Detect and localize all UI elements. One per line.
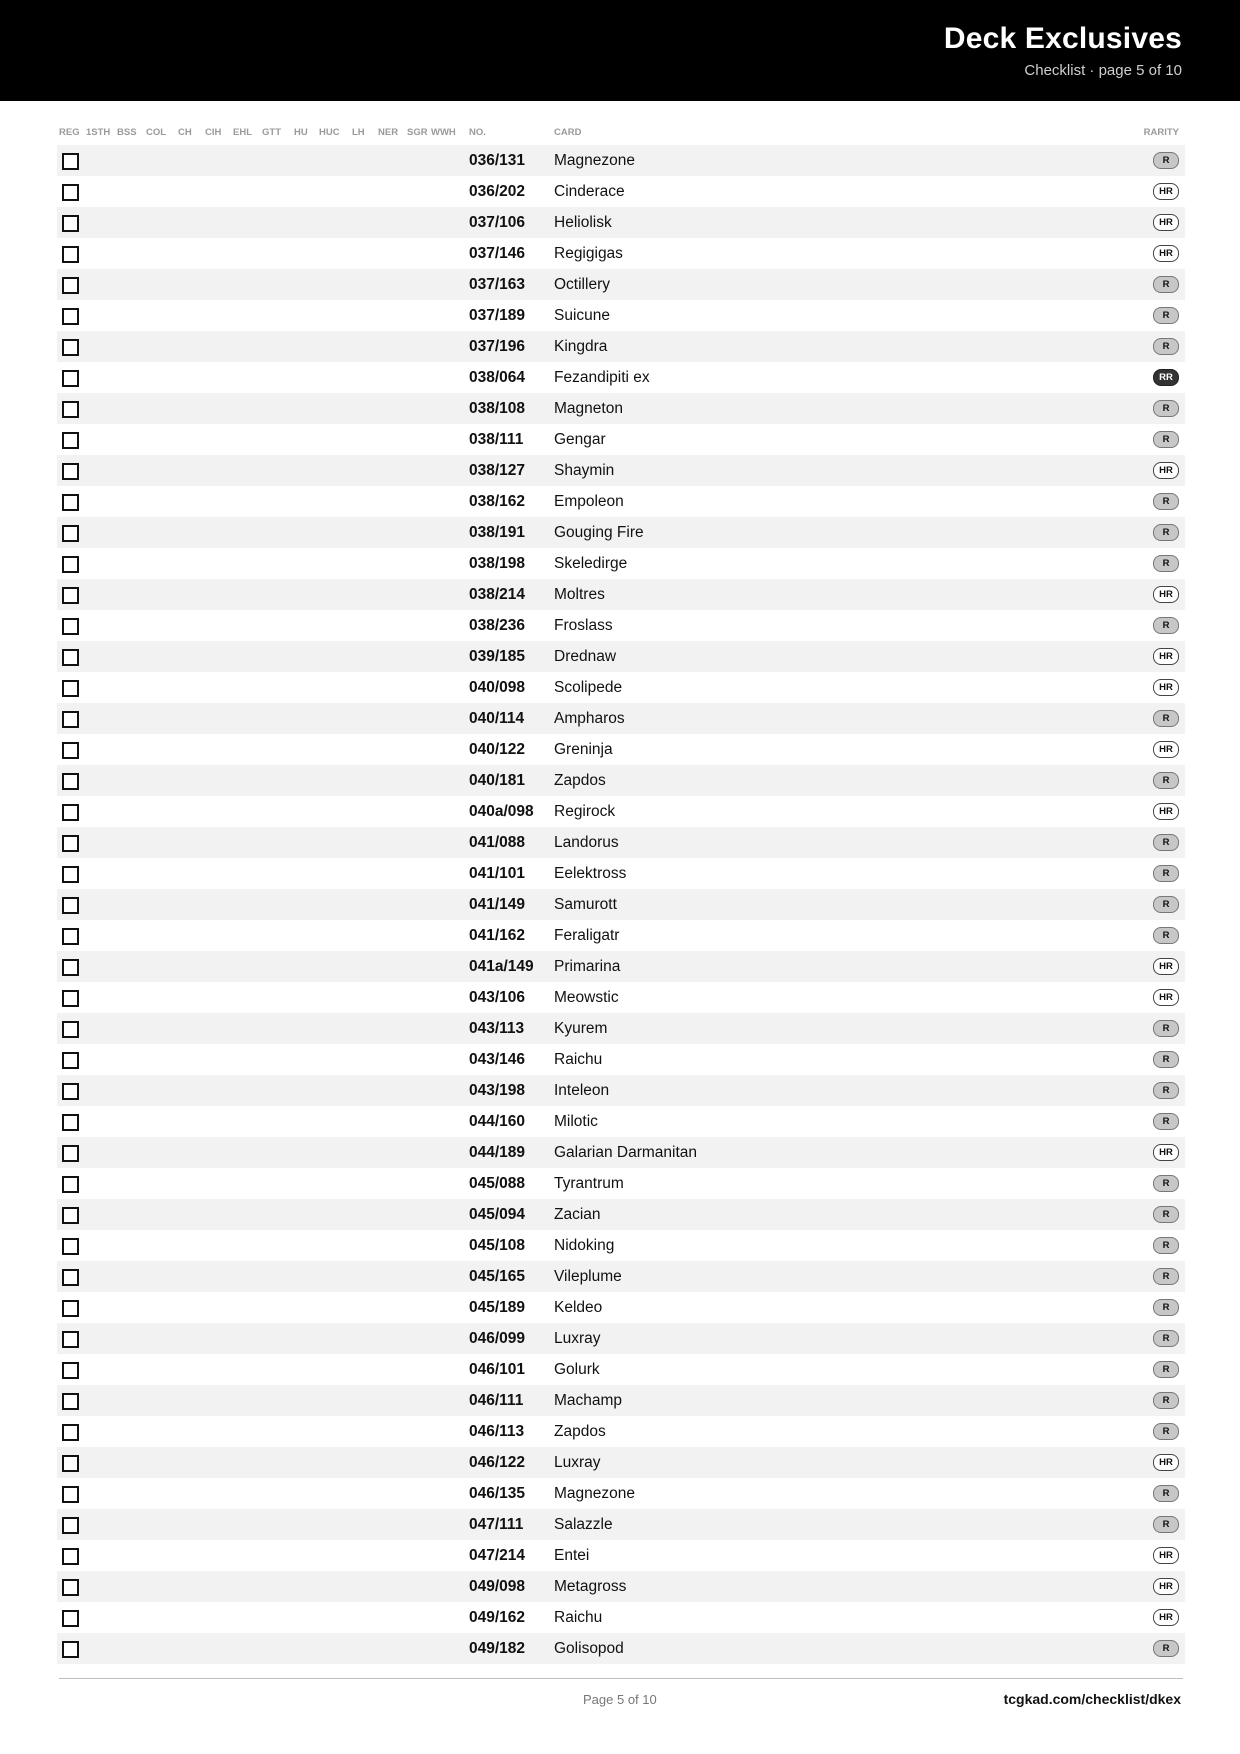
table-row — [57, 858, 1185, 889]
rarity-badge: HR — [1153, 958, 1179, 975]
column-header-set: GTT — [262, 127, 281, 138]
column-header-set: CH — [178, 127, 192, 138]
footer-page-number: Page 5 of 10 — [583, 1692, 657, 1707]
rarity-badge: R — [1153, 927, 1179, 944]
card-number: 036/202 — [469, 183, 526, 200]
column-header-set: HUC — [319, 127, 340, 138]
table-row — [57, 920, 1185, 951]
table-row — [57, 579, 1185, 610]
column-header-set: WWH — [431, 127, 456, 138]
table-row — [57, 176, 1185, 207]
owned-checkbox[interactable] — [62, 1300, 79, 1317]
card-number: 038/108 — [469, 400, 526, 417]
card-name: Keldeo — [554, 1299, 603, 1316]
card-number: 038/162 — [469, 493, 526, 510]
owned-checkbox[interactable] — [62, 1176, 79, 1193]
card-number: 043/113 — [469, 1020, 525, 1037]
column-header-no: NO. — [469, 127, 486, 138]
table-row — [57, 1509, 1185, 1540]
owned-checkbox[interactable] — [62, 1641, 79, 1658]
card-name: Scolipede — [554, 679, 623, 696]
table-row — [57, 1292, 1185, 1323]
owned-checkbox[interactable] — [62, 432, 79, 449]
owned-checkbox[interactable] — [62, 1486, 79, 1503]
table-row — [57, 486, 1185, 517]
owned-checkbox[interactable] — [62, 494, 79, 511]
table-row — [57, 1385, 1185, 1416]
rarity-badge: R — [1153, 307, 1179, 324]
card-name: Tyrantrum — [554, 1175, 624, 1192]
card-name: Entei — [554, 1547, 590, 1564]
table-row — [57, 1416, 1185, 1447]
table-row — [57, 1571, 1185, 1602]
rarity-badge: R — [1153, 865, 1179, 882]
owned-checkbox[interactable] — [62, 1021, 79, 1038]
footer-divider — [59, 1678, 1183, 1679]
rarity-badge: R — [1153, 772, 1179, 789]
owned-checkbox[interactable] — [62, 153, 79, 170]
card-number: 047/111 — [469, 1516, 524, 1533]
rarity-badge: R — [1153, 1113, 1179, 1130]
owned-checkbox[interactable] — [62, 1610, 79, 1627]
card-number: 038/236 — [469, 617, 526, 634]
card-number: 037/196 — [469, 338, 526, 355]
table-row — [57, 796, 1185, 827]
card-number: 038/198 — [469, 555, 526, 572]
card-name: Magnezone — [554, 152, 636, 169]
card-number: 041/162 — [469, 927, 526, 944]
card-number: 041/149 — [469, 896, 526, 913]
page-header — [0, 0, 1240, 101]
card-name: Golurk — [554, 1361, 600, 1378]
rarity-badge: R — [1153, 1206, 1179, 1223]
table-row — [57, 424, 1185, 455]
owned-checkbox[interactable] — [62, 897, 79, 914]
column-header-set: 1STH — [86, 127, 111, 138]
rarity-badge: R — [1153, 1485, 1179, 1502]
card-name: Milotic — [554, 1113, 598, 1130]
rarity-badge: HR — [1153, 803, 1179, 820]
owned-checkbox[interactable] — [62, 1331, 79, 1348]
card-name: Shaymin — [554, 462, 615, 479]
card-name: Magneton — [554, 400, 623, 417]
owned-checkbox[interactable] — [62, 401, 79, 418]
table-row — [57, 393, 1185, 424]
column-header-set: EHL — [233, 127, 252, 138]
table-row — [57, 1478, 1185, 1509]
table-row — [57, 1013, 1185, 1044]
card-number: 046/099 — [469, 1330, 526, 1347]
table-row — [57, 1168, 1185, 1199]
card-name: Machamp — [554, 1392, 623, 1409]
owned-checkbox[interactable] — [62, 835, 79, 852]
card-number: 040/098 — [469, 679, 526, 696]
rarity-badge: R — [1153, 524, 1179, 541]
card-name: Gengar — [554, 431, 606, 448]
rarity-badge: R — [1153, 1330, 1179, 1347]
card-number: 036/131 — [469, 152, 526, 169]
card-number: 040/122 — [469, 741, 526, 758]
column-header-set: CIH — [205, 127, 222, 138]
card-number: 047/214 — [469, 1547, 526, 1564]
owned-checkbox[interactable] — [62, 1114, 79, 1131]
table-row — [57, 517, 1185, 548]
card-number: 037/163 — [469, 276, 526, 293]
card-number: 038/064 — [469, 369, 526, 386]
card-name: Moltres — [554, 586, 605, 603]
table-row — [57, 207, 1185, 238]
card-number: 038/111 — [469, 431, 524, 448]
table-row — [57, 672, 1185, 703]
card-name: Heliolisk — [554, 214, 612, 231]
card-number: 043/146 — [469, 1051, 526, 1068]
rarity-badge: R — [1153, 493, 1179, 510]
card-name: Greninja — [554, 741, 613, 758]
card-name: Zapdos — [554, 1423, 606, 1440]
column-header-set: BSS — [117, 127, 137, 138]
card-number: 046/122 — [469, 1454, 526, 1471]
owned-checkbox[interactable] — [62, 1052, 79, 1069]
owned-checkbox[interactable] — [62, 277, 79, 294]
page-title: Deck Exclusives — [943, 22, 1182, 55]
owned-checkbox[interactable] — [62, 959, 79, 976]
rarity-badge: HR — [1153, 1454, 1179, 1471]
page-subtitle: Checklist · page 5 of 10 — [1024, 62, 1182, 79]
rarity-badge: HR — [1153, 1578, 1179, 1595]
owned-checkbox[interactable] — [62, 1145, 79, 1162]
card-number: 041/101 — [469, 865, 526, 882]
owned-checkbox[interactable] — [62, 742, 79, 759]
card-number: 045/094 — [469, 1206, 526, 1223]
checklist-table — [57, 145, 1185, 1664]
rarity-badge: R — [1153, 152, 1179, 169]
rarity-badge: HR — [1153, 245, 1179, 262]
card-number: 043/106 — [469, 989, 526, 1006]
table-row — [57, 362, 1185, 393]
card-name: Golisopod — [554, 1640, 624, 1657]
table-row — [57, 1323, 1185, 1354]
owned-checkbox[interactable] — [62, 804, 79, 821]
card-name: Luxray — [554, 1330, 601, 1347]
card-name: Raichu — [554, 1609, 603, 1626]
owned-checkbox[interactable] — [62, 525, 79, 542]
rarity-badge: R — [1153, 400, 1179, 417]
card-number: 045/165 — [469, 1268, 526, 1285]
table-row — [57, 827, 1185, 858]
rarity-badge: R — [1153, 617, 1179, 634]
card-name: Eelektross — [554, 865, 627, 882]
table-row — [57, 1261, 1185, 1292]
table-row — [57, 641, 1185, 672]
card-number: 046/113 — [469, 1423, 525, 1440]
rarity-badge: R — [1153, 1361, 1179, 1378]
owned-checkbox[interactable] — [62, 773, 79, 790]
card-name: Magnezone — [554, 1485, 636, 1502]
card-number: 045/189 — [469, 1299, 526, 1316]
table-row — [57, 1137, 1185, 1168]
table-row — [57, 765, 1185, 796]
table-row — [57, 1199, 1185, 1230]
card-name: Kingdra — [554, 338, 608, 355]
card-name: Salazzle — [554, 1516, 613, 1533]
card-name: Fezandipiti ex — [554, 369, 650, 386]
table-row — [57, 1540, 1185, 1571]
rarity-badge: R — [1153, 431, 1179, 448]
owned-checkbox[interactable] — [62, 990, 79, 1007]
owned-checkbox[interactable] — [62, 1083, 79, 1100]
card-number: 046/101 — [469, 1361, 526, 1378]
card-name: Drednaw — [554, 648, 617, 665]
table-row — [57, 703, 1185, 734]
card-name: Samurott — [554, 896, 617, 913]
owned-checkbox[interactable] — [62, 1238, 79, 1255]
owned-checkbox[interactable] — [62, 649, 79, 666]
footer-url-link[interactable]: tcgkad.com/checklist/dkex — [1003, 1691, 1181, 1707]
table-row — [57, 238, 1185, 269]
rarity-badge: R — [1153, 1082, 1179, 1099]
column-header-set: NER — [378, 127, 399, 138]
table-row — [57, 455, 1185, 486]
rarity-badge: HR — [1153, 1144, 1179, 1161]
card-number: 041a/149 — [469, 958, 534, 975]
owned-checkbox[interactable] — [62, 1455, 79, 1472]
card-name: Skeledirge — [554, 555, 628, 572]
card-name: Luxray — [554, 1454, 601, 1471]
card-name: Ampharos — [554, 710, 625, 727]
column-header-set: COL — [146, 127, 167, 138]
owned-checkbox[interactable] — [62, 680, 79, 697]
card-name: Raichu — [554, 1051, 603, 1068]
card-name: Gouging Fire — [554, 524, 644, 541]
owned-checkbox[interactable] — [62, 866, 79, 883]
owned-checkbox[interactable] — [62, 246, 79, 263]
owned-checkbox[interactable] — [62, 370, 79, 387]
card-name: Froslass — [554, 617, 613, 634]
rarity-badge: HR — [1153, 214, 1179, 231]
owned-checkbox[interactable] — [62, 1362, 79, 1379]
table-row — [57, 1602, 1185, 1633]
card-name: Zacian — [554, 1206, 601, 1223]
owned-checkbox[interactable] — [62, 1548, 79, 1565]
card-number: 046/111 — [469, 1392, 524, 1409]
column-header-card: CARD — [554, 127, 582, 138]
owned-checkbox[interactable] — [62, 308, 79, 325]
rarity-badge: HR — [1153, 989, 1179, 1006]
rarity-badge: HR — [1153, 741, 1179, 758]
card-number: 046/135 — [469, 1485, 526, 1502]
table-row — [57, 610, 1185, 641]
table-row — [57, 734, 1185, 765]
table-row — [57, 1354, 1185, 1385]
rarity-badge: R — [1153, 710, 1179, 727]
card-number: 040/181 — [469, 772, 526, 789]
rarity-badge: R — [1153, 896, 1179, 913]
card-number: 044/189 — [469, 1144, 526, 1161]
rarity-badge: R — [1153, 1175, 1179, 1192]
card-name: Galarian Darmanitan — [554, 1144, 698, 1161]
card-name: Nidoking — [554, 1237, 615, 1254]
card-name: Metagross — [554, 1578, 627, 1595]
rarity-badge: R — [1153, 1516, 1179, 1533]
table-row — [57, 889, 1185, 920]
rarity-badge: HR — [1153, 183, 1179, 200]
card-number: 045/108 — [469, 1237, 526, 1254]
card-number: 043/198 — [469, 1082, 526, 1099]
column-header-set: LH — [352, 127, 365, 138]
owned-checkbox[interactable] — [62, 1393, 79, 1410]
rarity-badge: HR — [1153, 648, 1179, 665]
owned-checkbox[interactable] — [62, 1424, 79, 1441]
owned-checkbox[interactable] — [62, 339, 79, 356]
rarity-badge: R — [1153, 834, 1179, 851]
card-number: 049/162 — [469, 1609, 526, 1626]
card-name: Octillery — [554, 276, 610, 293]
table-row — [57, 548, 1185, 579]
rarity-badge: HR — [1153, 586, 1179, 603]
table-row — [57, 982, 1185, 1013]
table-row — [57, 145, 1185, 176]
card-name: Landorus — [554, 834, 619, 851]
owned-checkbox[interactable] — [62, 463, 79, 480]
table-row — [57, 331, 1185, 362]
rarity-badge: HR — [1153, 462, 1179, 479]
card-name: Meowstic — [554, 989, 619, 1006]
rarity-badge: R — [1153, 338, 1179, 355]
rarity-badge: R — [1153, 555, 1179, 572]
owned-checkbox[interactable] — [62, 556, 79, 573]
rarity-badge: R — [1153, 276, 1179, 293]
table-row — [57, 1633, 1185, 1664]
owned-checkbox[interactable] — [62, 1269, 79, 1286]
owned-checkbox[interactable] — [62, 618, 79, 635]
column-header-set: HU — [294, 127, 308, 138]
card-name: Feraligatr — [554, 927, 620, 944]
card-name: Primarina — [554, 958, 621, 975]
card-number: 038/191 — [469, 524, 526, 541]
card-number: 040/114 — [469, 710, 525, 727]
table-row — [57, 951, 1185, 982]
table-row — [57, 300, 1185, 331]
owned-checkbox[interactable] — [62, 587, 79, 604]
owned-checkbox[interactable] — [62, 1207, 79, 1224]
owned-checkbox[interactable] — [62, 184, 79, 201]
owned-checkbox[interactable] — [62, 1579, 79, 1596]
rarity-badge: R — [1153, 1051, 1179, 1068]
rarity-badge: R — [1153, 1237, 1179, 1254]
card-number: 039/185 — [469, 648, 526, 665]
column-header-set: SGR — [407, 127, 428, 138]
owned-checkbox[interactable] — [62, 711, 79, 728]
rarity-badge: HR — [1153, 1609, 1179, 1626]
card-name: Regigigas — [554, 245, 623, 262]
card-name: Zapdos — [554, 772, 606, 789]
card-number: 038/214 — [469, 586, 526, 603]
card-name: Regirock — [554, 803, 616, 820]
table-row — [57, 1044, 1185, 1075]
table-row — [57, 1106, 1185, 1137]
table-row — [57, 1230, 1185, 1261]
card-name: Vileplume — [554, 1268, 622, 1285]
card-name: Suicune — [554, 307, 611, 324]
column-header-set: REG — [59, 127, 80, 138]
rarity-badge: R — [1153, 1423, 1179, 1440]
card-name: Empoleon — [554, 493, 624, 510]
card-number: 044/160 — [469, 1113, 526, 1130]
card-number: 037/146 — [469, 245, 526, 262]
card-name: Kyurem — [554, 1020, 608, 1037]
card-number: 049/098 — [469, 1578, 526, 1595]
card-number: 049/182 — [469, 1640, 526, 1657]
owned-checkbox[interactable] — [62, 215, 79, 232]
card-name: Cinderace — [554, 183, 625, 200]
card-name: Inteleon — [554, 1082, 610, 1099]
owned-checkbox[interactable] — [62, 1517, 79, 1534]
owned-checkbox[interactable] — [62, 928, 79, 945]
rarity-badge: HR — [1153, 679, 1179, 696]
rarity-badge: R — [1153, 1020, 1179, 1037]
rarity-badge: R — [1153, 1299, 1179, 1316]
card-number: 037/189 — [469, 307, 526, 324]
rarity-badge: R — [1153, 1640, 1179, 1657]
rarity-badge: RR — [1153, 369, 1179, 386]
table-row — [57, 1075, 1185, 1106]
column-header-rarity: RARITY — [1143, 127, 1179, 138]
rarity-badge: HR — [1153, 1547, 1179, 1564]
rarity-badge: R — [1153, 1268, 1179, 1285]
card-number: 045/088 — [469, 1175, 526, 1192]
card-number: 037/106 — [469, 214, 526, 231]
card-number: 040a/098 — [469, 803, 534, 820]
rarity-badge: R — [1153, 1392, 1179, 1409]
card-number: 041/088 — [469, 834, 526, 851]
table-row — [57, 269, 1185, 300]
card-number: 038/127 — [469, 462, 526, 479]
table-row — [57, 1447, 1185, 1478]
